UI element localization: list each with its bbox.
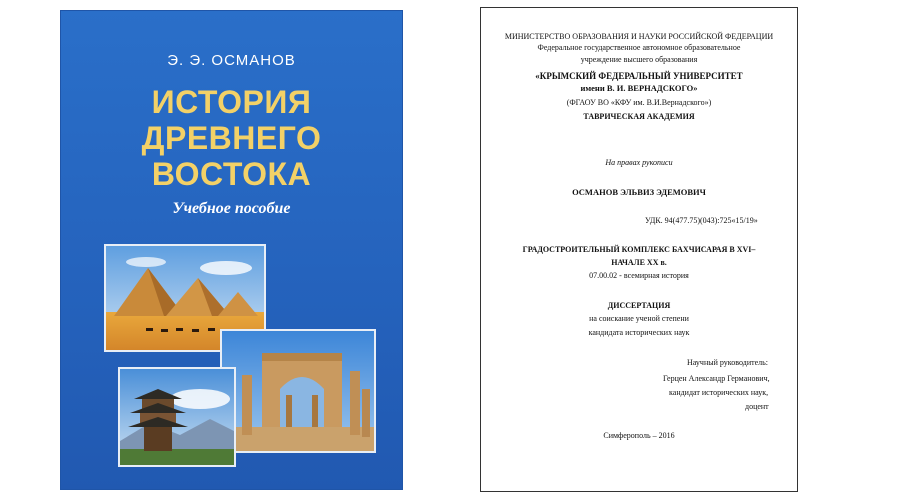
ministry-header: МИНИСТЕРСТВО ОБРАЗОВАНИЯ И НАУКИ РОССИЙСКОЙ ФЕДЕРАЦИИ <box>504 32 774 41</box>
book-cover <box>60 10 403 490</box>
advisor-name: Герцен Александр Германович, <box>663 374 770 383</box>
degree-line: кандидата исторических наук <box>588 328 690 337</box>
udk-code: УДК. 94(477.75)(043):725«15/19» <box>645 216 758 225</box>
thesis-title-line: ГРАДОСТРОИТЕЛЬНЫЙ КОМПЛЕКС БАХЧИСАРАЯ В XVI– <box>522 245 756 254</box>
dissertation-author: ОСМАНОВ ЭЛЬВИЗ ЭДЕМОВИЧ <box>572 187 706 197</box>
specialty-code: 07.00.02 - всемирная история <box>589 271 689 280</box>
institution-line: Федеральное государственное автономное образовательное <box>537 43 741 52</box>
cover-subtitle: Учебное пособие <box>172 200 291 217</box>
cover-title <box>60 84 403 192</box>
cover-title-line: ИСТОРИЯ <box>151 84 312 120</box>
academy-name: ТАВРИЧЕСКАЯ АКАДЕМИЯ <box>583 112 695 121</box>
manuscript-note: На правах рукописи <box>605 158 673 167</box>
document-type: ДИССЕРТАЦИЯ <box>607 301 671 310</box>
cover-title-line: ВОСТОКА <box>151 156 312 192</box>
thesis-title-line: НАЧАЛЕ XX в. <box>611 258 667 267</box>
cover-title-line: ДРЕВНЕГО <box>141 120 322 156</box>
city-year: Симферополь – 2016 <box>603 431 675 440</box>
degree-line: на соискание ученой степени <box>589 314 689 323</box>
cover-author: Э. Э. ОСМАНОВ <box>167 52 296 69</box>
dissertation-title-page <box>480 7 798 492</box>
pagoda-photo <box>118 367 236 467</box>
advisor-degree: кандидат исторических наук, <box>669 388 769 397</box>
university-abbreviation: (ФГАОУ ВО «КФУ им. В.И.Вернадского») <box>566 98 712 107</box>
ruins-arch-photo <box>220 329 376 453</box>
university-honorific: имени В. И. ВЕРНАДСКОГО» <box>580 83 698 93</box>
advisor-title: доцент <box>745 402 769 411</box>
university-name: «КРЫМСКИЙ ФЕДЕРАЛЬНЫЙ УНИВЕРСИТЕТ <box>535 71 743 81</box>
institution-line: учреждение высшего образования <box>580 55 698 64</box>
advisor-label: Научный руководитель: <box>687 358 769 367</box>
